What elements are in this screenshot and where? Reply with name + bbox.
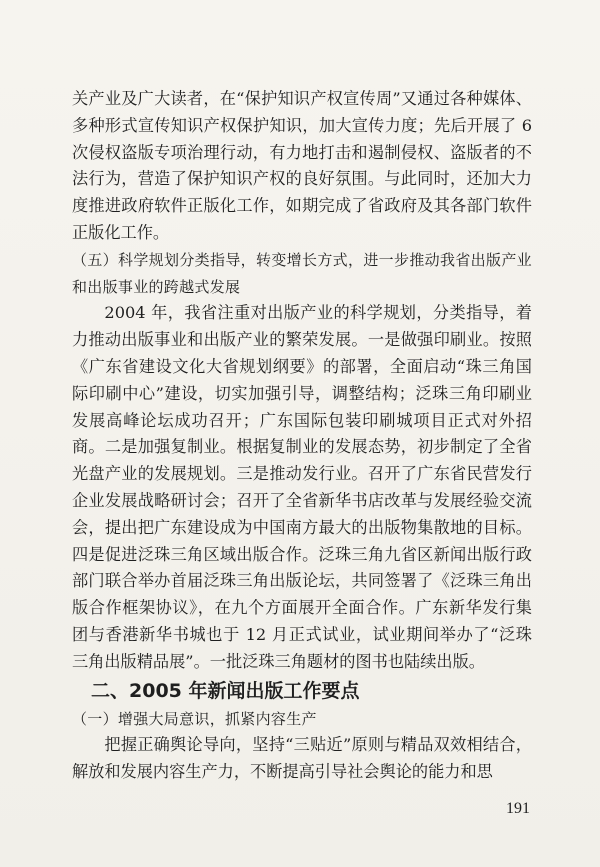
section-heading-5: （五）科学规划分类指导，转变增长方式，进一步推动我省出版产业和出版事业的跨越式发展	[72, 250, 532, 296]
text-body	[72, 86, 532, 786]
chapter-heading-2005: 二、2005 年新闻出版工作要点	[91, 679, 360, 702]
paragraph-opinion-guidance: 把握正确舆论导向，坚持“三贴近”原则与精品双效相结合，解放和发展内容生产力，不断提高引导社会舆论的能力和思	[72, 735, 532, 782]
section-heading-1: （一）增强大局意识，抓紧内容生产	[72, 709, 317, 728]
page-number: 191	[506, 800, 530, 817]
paragraph-ip-protection: 关产业及广大读者，在“保护知识产权宣传周”又通过各种媒体、多种形式宣传知识产权保护知识，加大宣传力度；先后开展了 6 次侵权盗版专项治理行动，有力地打击和遏制侵权、盗版者的不法行为，营造了保护知识产权的良好氛围。与此同时，还加大力度推进政府软件正版化工作，如期完成了省政府及其各部门软件正版化工作。	[72, 89, 532, 242]
paragraph-2004-planning: 2004 年，我省注重对出版产业的科学规划，分类指导，着力推动出版事业和出版产业的繁荣发展。一是做强印刷业。按照《广东省建设文化大省规划纲要》的部署，全面启动“珠三角国际印刷中心”建设，切实加强引导，调整结构；泛珠三角印刷业发展高峰论坛成功召开；广东国际包装印刷城项目正式对外招商。二是加强复制业。根据复制业的发展态势，初步制定了全省光盘产业的发展规划。三是推动发行业。召开了广东省民营发行企业发展战略研讨会；召开了全省新华书店改革与发展经验交流会，提出把广东建设成为中国南方最大的出版物集散地的目标。四是促进泛珠三角区域出版合作。泛珠三角九省区新闻出版行政部门联合举办首届泛珠三角出版论坛，共同签署了《泛珠三角出版合作框架协议》，在九个方面展开全面合作。广东新华发行集团与香港新华书城也于 12 月正式试业，试业期间举办了“泛珠三角出版精品展”。一批泛珠三角题材的图书也陆续出版。	[72, 303, 532, 671]
